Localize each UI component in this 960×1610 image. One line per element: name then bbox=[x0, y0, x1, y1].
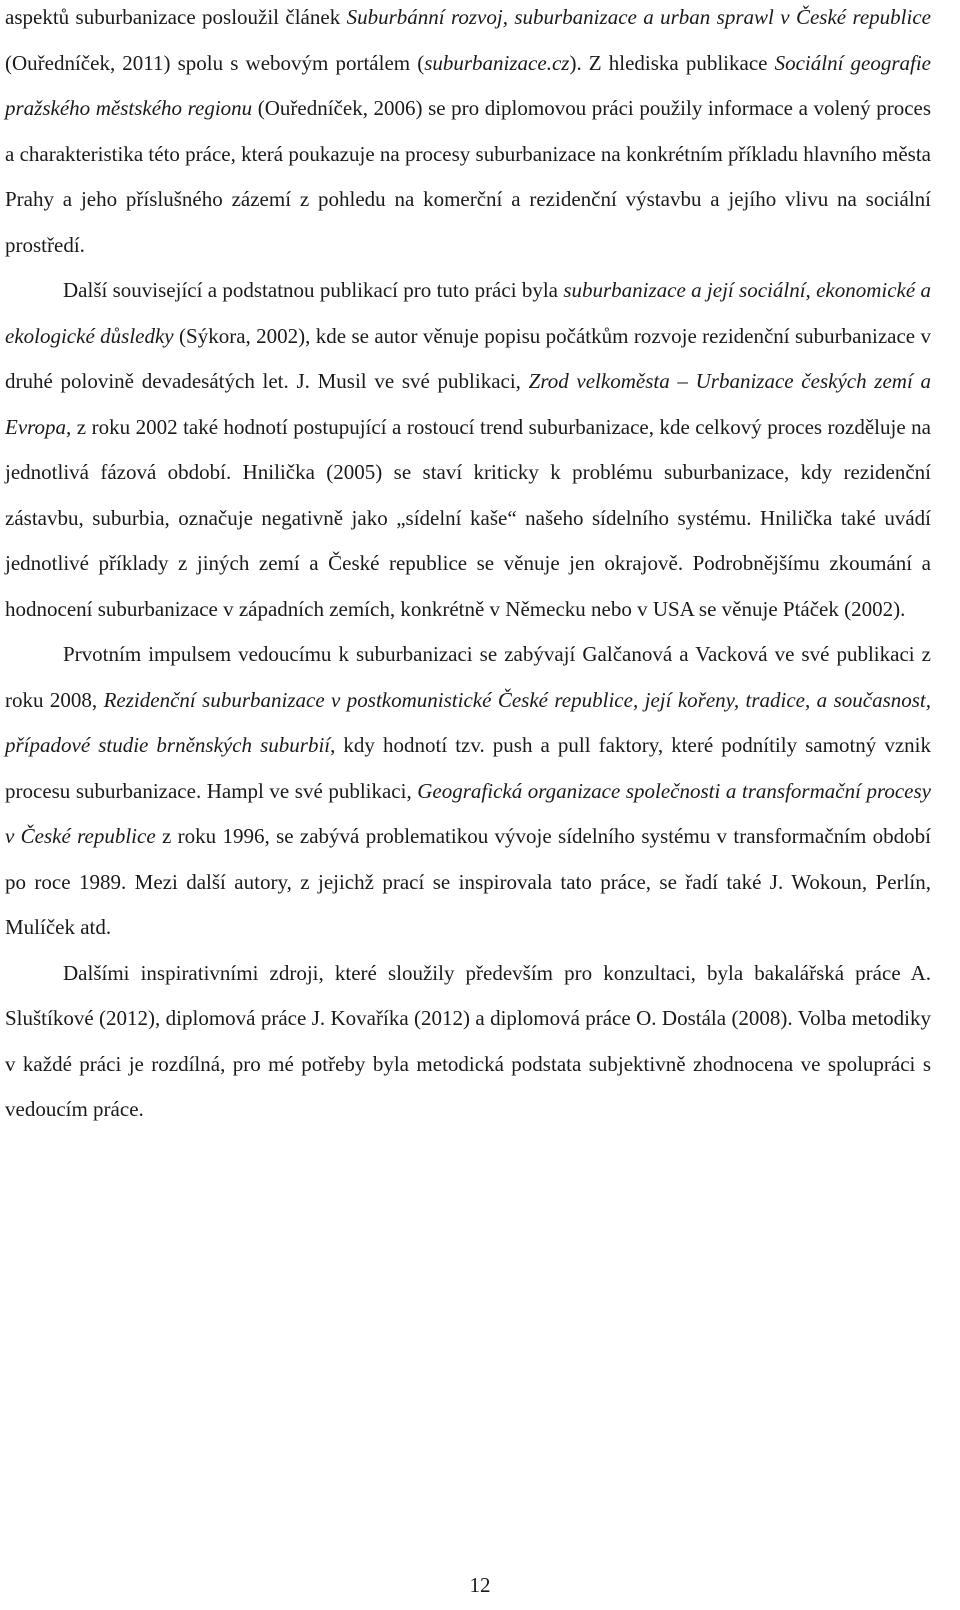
text-run: z roku 1996, se zabývá problematikou vývoje sídelního systému v transformačním období po roce 1989. Mezi další autory, z jejichž prací se inspirovala tato práce, se řadí také J. Wokoun, Perlín, Mulíček atd. bbox=[5, 824, 931, 939]
text-run: Další související a podstatnou publikací pro tuto práci byla bbox=[63, 278, 564, 302]
text-run: ). Z hlediska publikace bbox=[569, 50, 775, 75]
page-number: 12 bbox=[469, 1573, 491, 1597]
text-run: z roku 2002 také hodnotí postupující a rostoucí trend suburbanizace, kde celkový proces rozděluje na jednotlivá fázová období. Hnilička (2005) se staví kriticky k problému suburbanizace, kdy rezidenční zástavbu, suburbia, označuje negativně jako „sídelní kaše“ našeho sídelního systému. Hnilička také uvádí jednotlivé příklady z jiných zemí a České republice se věnuje jen okrajově. Podrobnějšímu zkoumání a hodnocení suburbanizace v západních zemích, konkrétně v Německu nebo v USA se věnuje Ptáček (2002). bbox=[5, 414, 931, 621]
italic-title-run: suburbanizace.cz bbox=[424, 50, 570, 75]
document-page bbox=[5, 0, 931, 1133]
paragraph-3 bbox=[5, 632, 931, 951]
paragraph-1 bbox=[5, 0, 931, 268]
italic-title-run: Suburbánní rozvoj, suburbanizace a urban sprawl v České republice bbox=[346, 5, 931, 29]
paragraph-2 bbox=[5, 268, 931, 632]
text-run: aspektů suburbanizace posloužil článek bbox=[5, 5, 347, 29]
paragraph-4 bbox=[5, 951, 931, 1133]
text-run: (Sýkora, 2002), kde se autor věnuje popisu počátkům rozvoje rezidenční suburbanizace v druhé polovině devadesátých let. J. Musil ve své publikaci, bbox=[5, 323, 931, 393]
text-run: , kdy hodnotí tzv. push a pull faktory, které podnítily samotný vznik procesu suburbanizace. Hampl ve své publikaci, bbox=[5, 733, 932, 803]
italic-title-run: Sociální geografie pražského městského regionu bbox=[5, 50, 931, 120]
text-run: Prvotním impulsem vedoucímu k suburbanizaci se zabývají Galčanová a Vacková ve své publikaci z roku 2008, bbox=[5, 642, 931, 712]
italic-title-run: Zrod velkoměsta – Urbanizace českých zemí a Evropa, bbox=[5, 369, 931, 439]
italic-title-run: suburbanizace a její sociální, ekonomické a ekologické důsledky bbox=[5, 278, 931, 348]
text-run: (Ouředníček, 2006) se pro diplomovou práci použily informace a volený proces a charakteristika této práce, která poukazuje na procesy suburbanizace na konkrétním příkladu hlavního města Prahy a jeho příslušného zázemí z pohledu na komerční a rezidenční výstavbu a jejího vlivu na sociální prostředí. bbox=[5, 96, 932, 257]
text-run: Dalšími inspirativními zdroji, které sloužily především pro konzultaci, byla bakalářská práce A. Sluštíkové (2012), diplomová práce J. Kovaříka (2012) a diplomová práce O. Dostála (2008). Volba metodiky v každé práci je rozdílná, pro mé potřeby byla metodická podstata subjektivně zhodnocena ve spolupráci s vedoucím práce. bbox=[5, 960, 931, 1121]
italic-title-run: Geografická organizace společnosti a transformační procesy v České republice bbox=[5, 778, 931, 848]
italic-title-run: Rezidenční suburbanizace v postkomunistické České republice, její kořeny, tradice, a současnost, případové studie brněnských suburbií bbox=[5, 687, 931, 757]
text-run: (Ouředníček, 2011) spolu s webovým portálem ( bbox=[5, 50, 425, 75]
